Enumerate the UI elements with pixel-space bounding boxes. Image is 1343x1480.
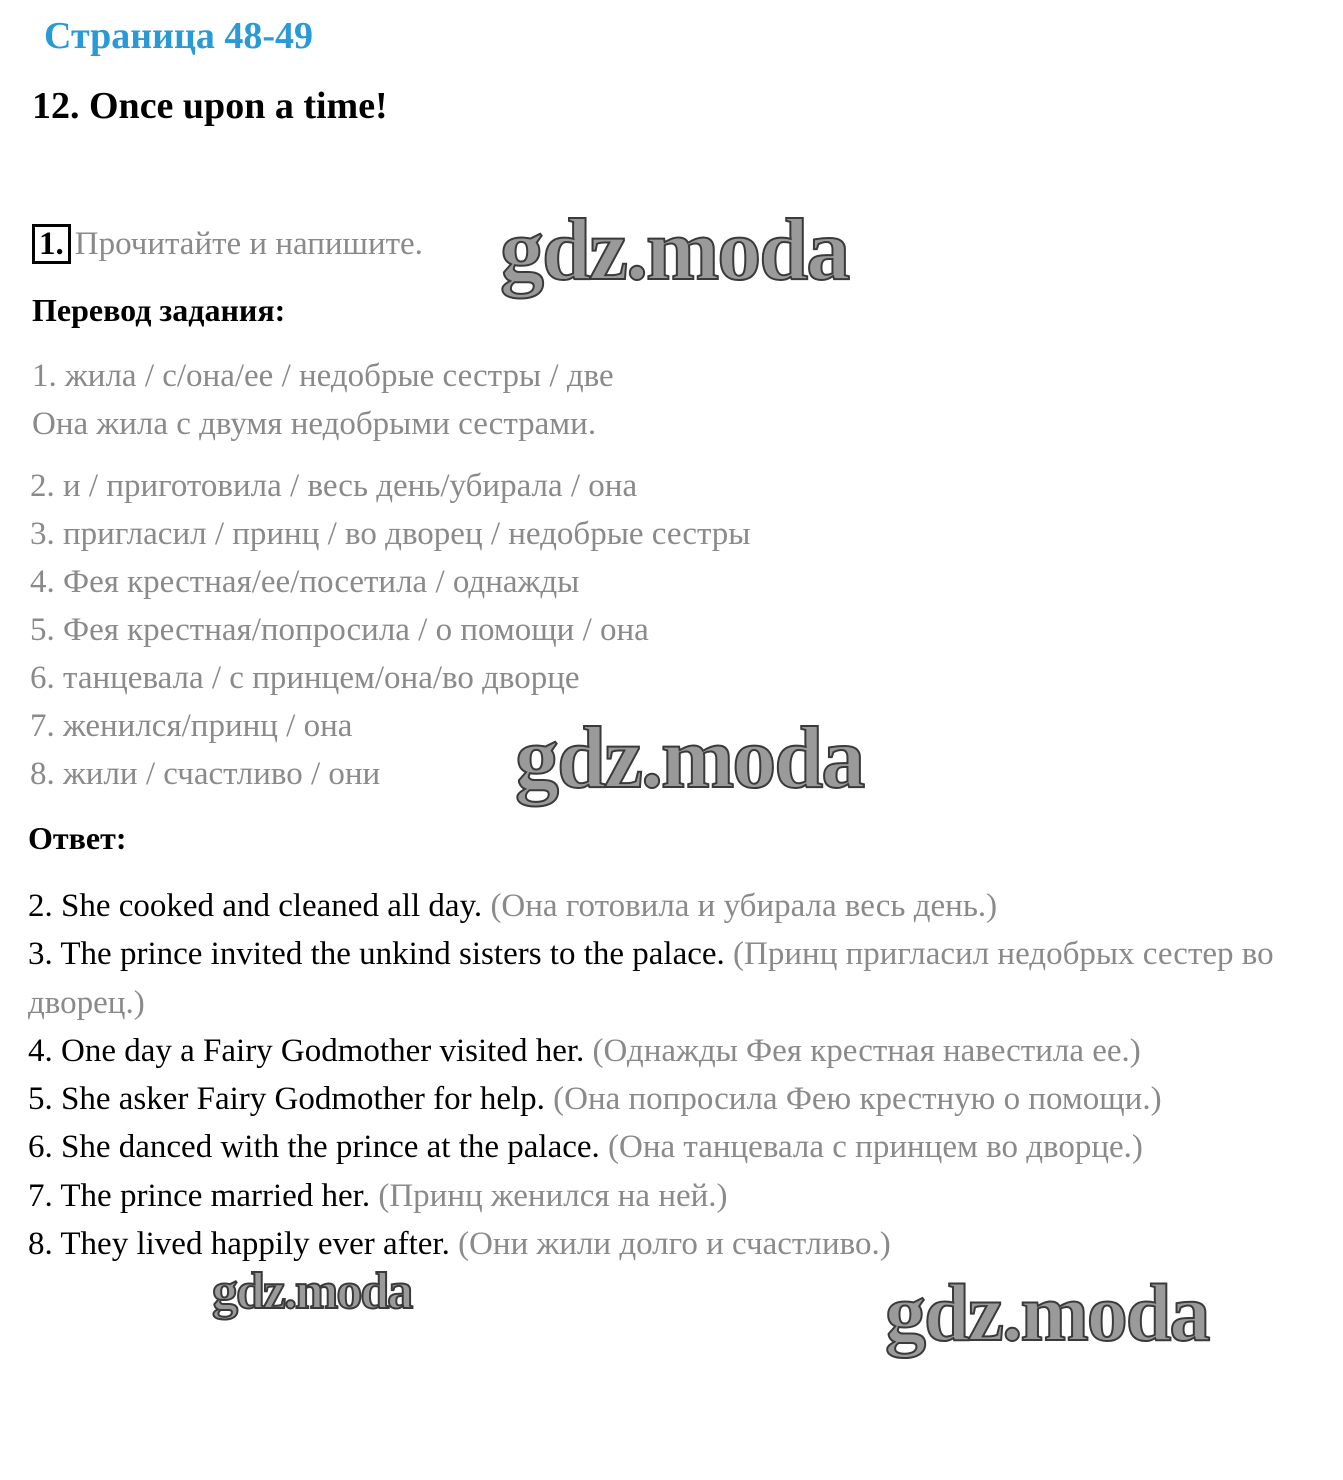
exercise-number: 1. — [32, 224, 71, 264]
answer-english: 8. They lived happily ever after. — [28, 1226, 450, 1263]
translation-line: 6. танцевала / с принцем/она/во дворце — [30, 660, 580, 696]
translation-line: Она жила с двумя недобрыми сестрами. — [32, 406, 597, 442]
translation-line: 8. жили / счастливо / они — [30, 756, 381, 792]
watermark: gdz.moda — [500, 202, 849, 299]
answers-list — [28, 882, 1288, 1268]
answer-russian: (Принц пригласил недобрых сестер во дворец.) — [28, 936, 1274, 1021]
translation-heading: Перевод задания: — [32, 292, 286, 328]
answer-heading: Ответ: — [28, 820, 127, 856]
translation-line: 4. Фея крестная/ее/посетила / однажды — [30, 564, 580, 600]
lesson-title: 12. Once upon a time! — [32, 85, 388, 127]
answer-russian: (Принц женился на ней.) — [378, 1177, 728, 1214]
answer-english: 6. She danced with the prince at the palace. — [28, 1129, 600, 1166]
translation-line: 2. и / приготовила / весь день/убирала / она — [30, 468, 638, 504]
answer-english: 4. One day a Fairy Godmother visited her. — [28, 1032, 585, 1069]
translation-line: 7. женился/принц / она — [30, 708, 353, 744]
watermark: gdz.moda — [212, 1263, 412, 1320]
answer-item — [28, 930, 1288, 1027]
page-title: Страница 48-49 — [44, 15, 314, 57]
answer-english: 3. The prince invited the unkind sisters to the palace. — [28, 936, 725, 973]
watermark: gdz.moda — [885, 1267, 1209, 1358]
answer-english: 2. She cooked and cleaned all day. — [28, 888, 483, 924]
answer-item — [28, 1172, 1288, 1220]
answer-russian: (Однажды Фея крестная навестила ее.) — [592, 1032, 1141, 1069]
exercise-instruction — [32, 224, 423, 264]
answer-item — [28, 1027, 1288, 1075]
answer-english: 5. She asker Fairy Godmother for help. — [28, 1081, 545, 1118]
translation-line: 5. Фея крестная/попросила / о помощи / она — [30, 612, 649, 648]
watermark: gdz.moda — [515, 710, 864, 807]
answer-english: 7. The prince married her. — [28, 1177, 371, 1214]
translation-line: 3. пригласил / принц / во дворец / недобрые сестры — [30, 516, 751, 552]
answer-russian: (Она готовила и убирала весь день.) — [490, 888, 998, 924]
answer-item — [28, 1075, 1288, 1123]
answer-russian: (Она попросила Фею крестную о помощи.) — [553, 1081, 1162, 1118]
answer-item — [28, 1123, 1288, 1171]
instruction-text: Прочитайте и напишите. — [74, 225, 423, 262]
translation-line: 1. жила / с/она/ее / недобрые сестры / две — [32, 358, 614, 394]
answer-item — [28, 882, 1288, 930]
answer-russian: (Она танцевала с принцем во дворце.) — [608, 1129, 1143, 1166]
answer-russian: (Они жили долго и счастливо.) — [458, 1226, 891, 1263]
